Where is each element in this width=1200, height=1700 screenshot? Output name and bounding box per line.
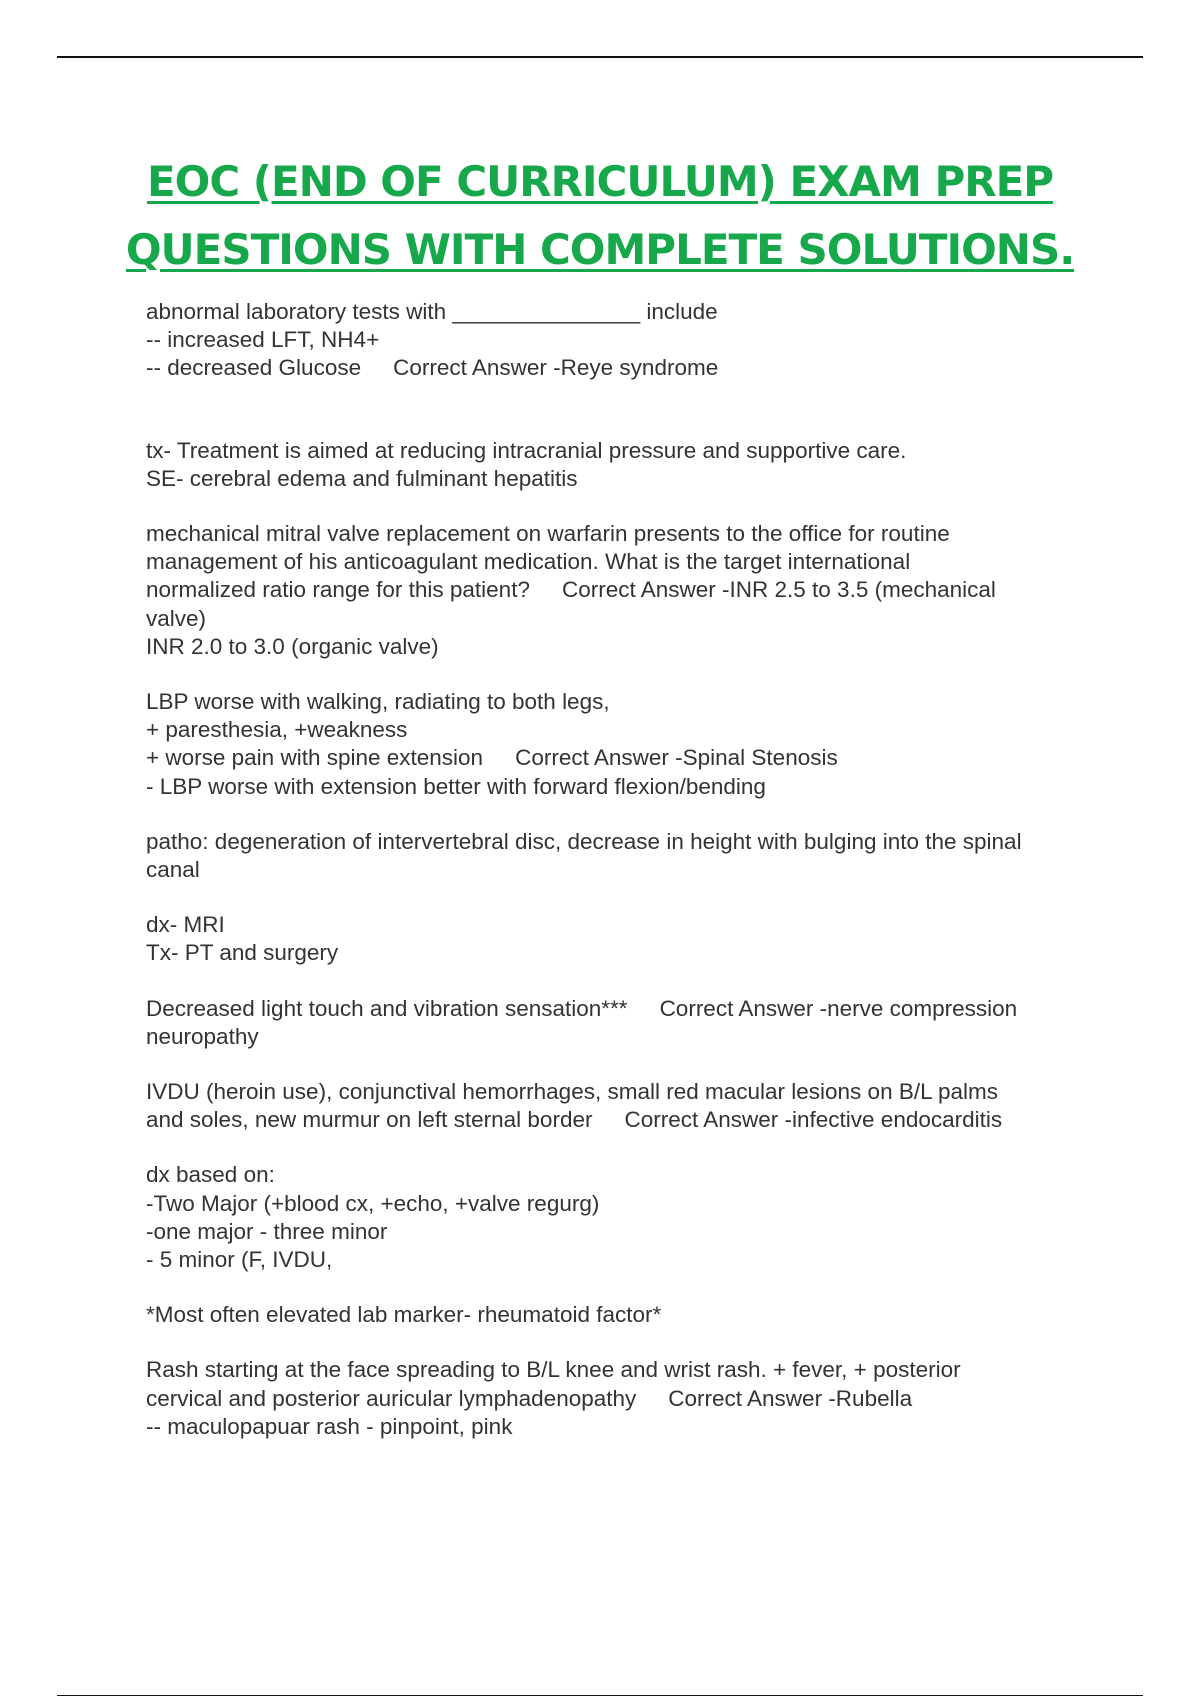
question-line: -- maculopapuar rash - pinpoint, pink <box>146 1413 513 1439</box>
header-rule <box>57 56 1143 58</box>
footer-rule <box>57 1695 1143 1696</box>
note-line: -one major - three minor <box>146 1218 388 1244</box>
qa-item <box>146 995 1106 1051</box>
document-title <box>60 148 1140 284</box>
question-line: -- increased LFT, NH4+ <box>146 327 380 353</box>
question-line: LBP worse with walking, radiating to both legs, <box>146 689 610 715</box>
note-line: dx- MRI <box>146 912 225 938</box>
question-line: neuropathy <box>146 1023 259 1049</box>
note-line: patho: degeneration of intervertebral disc, decrease in height with bulging into the spinal <box>146 828 1022 854</box>
qa-item <box>146 520 1106 661</box>
note-line: -Two Major (+blood cx, +echo, +valve regurg) <box>146 1190 600 1216</box>
question-line: cervical and posterior auricular lymphadenopathy Correct Answer -Rubella <box>146 1385 913 1411</box>
qa-item <box>146 1356 1106 1441</box>
note-item <box>146 437 1106 493</box>
correct-answer: Correct Answer -infective endocarditis <box>624 1107 1003 1133</box>
correct-answer: Correct Answer -Rubella <box>668 1385 913 1411</box>
note-line: dx based on: <box>146 1162 275 1188</box>
question-line: -- decreased Glucose Correct Answer -Reye syndrome <box>146 355 719 381</box>
title-line-1: EOC (END OF CURRICULUM) EXAM PREP <box>146 157 1054 206</box>
question-line: + paresthesia, +weakness <box>146 717 408 743</box>
note-item <box>146 1161 1106 1274</box>
question-line: and soles, new murmur on left sternal border Correct Answer -infective endocarditis <box>146 1107 1003 1133</box>
question-line: abnormal laboratory tests with _______________ include <box>146 299 718 324</box>
qa-item <box>146 298 1106 383</box>
note-line: - 5 minor (F, IVDU, <box>146 1247 333 1273</box>
question-line: - LBP worse with extension better with forward flexion/bending <box>146 773 766 799</box>
question-line: + worse pain with spine extension Correct Answer -Spinal Stenosis <box>146 745 838 771</box>
question-line: IVDU (heroin use), conjunctival hemorrhages, small red macular lesions on B/L palms <box>146 1079 999 1105</box>
qa-item <box>146 688 1106 801</box>
correct-answer: Correct Answer -Spinal Stenosis <box>515 745 838 771</box>
note-line: Tx- PT and surgery <box>146 940 339 966</box>
correct-answer: Correct Answer -Reye syndrome <box>393 355 719 381</box>
title-line-2: QUESTIONS WITH COMPLETE SOLUTIONS. <box>125 225 1075 274</box>
note-line: canal <box>146 857 200 883</box>
question-line: mechanical mitral valve replacement on warfarin presents to the office for routine <box>146 521 950 547</box>
question-line: INR 2.0 to 3.0 (organic valve) <box>146 633 439 659</box>
question-line: Decreased light touch and vibration sensation*** Correct Answer -nerve compression <box>146 995 1018 1021</box>
question-line: normalized ratio range for this patient? Correct Answer -INR 2.5 to 3.5 (mechanical <box>146 577 996 603</box>
question-line: management of his anticoagulant medication. What is the target international <box>146 549 911 575</box>
note-item <box>146 911 1106 967</box>
qa-content <box>146 298 1106 1468</box>
note-item <box>146 828 1106 884</box>
note-line: tx- Treatment is aimed at reducing intracranial pressure and supportive care. <box>146 437 907 463</box>
question-line: Rash starting at the face spreading to B/L knee and wrist rash. + fever, + posterior <box>146 1357 961 1383</box>
note-line: *Most often elevated lab marker- rheumatoid factor* <box>146 1302 662 1328</box>
correct-answer: Correct Answer -INR 2.5 to 3.5 (mechanical <box>561 577 996 603</box>
qa-item <box>146 1078 1106 1134</box>
note-line: SE- cerebral edema and fulminant hepatitis <box>146 465 578 491</box>
question-line: valve) <box>146 605 207 631</box>
note-item <box>146 1301 1106 1329</box>
correct-answer: Correct Answer -nerve compression <box>659 995 1018 1021</box>
